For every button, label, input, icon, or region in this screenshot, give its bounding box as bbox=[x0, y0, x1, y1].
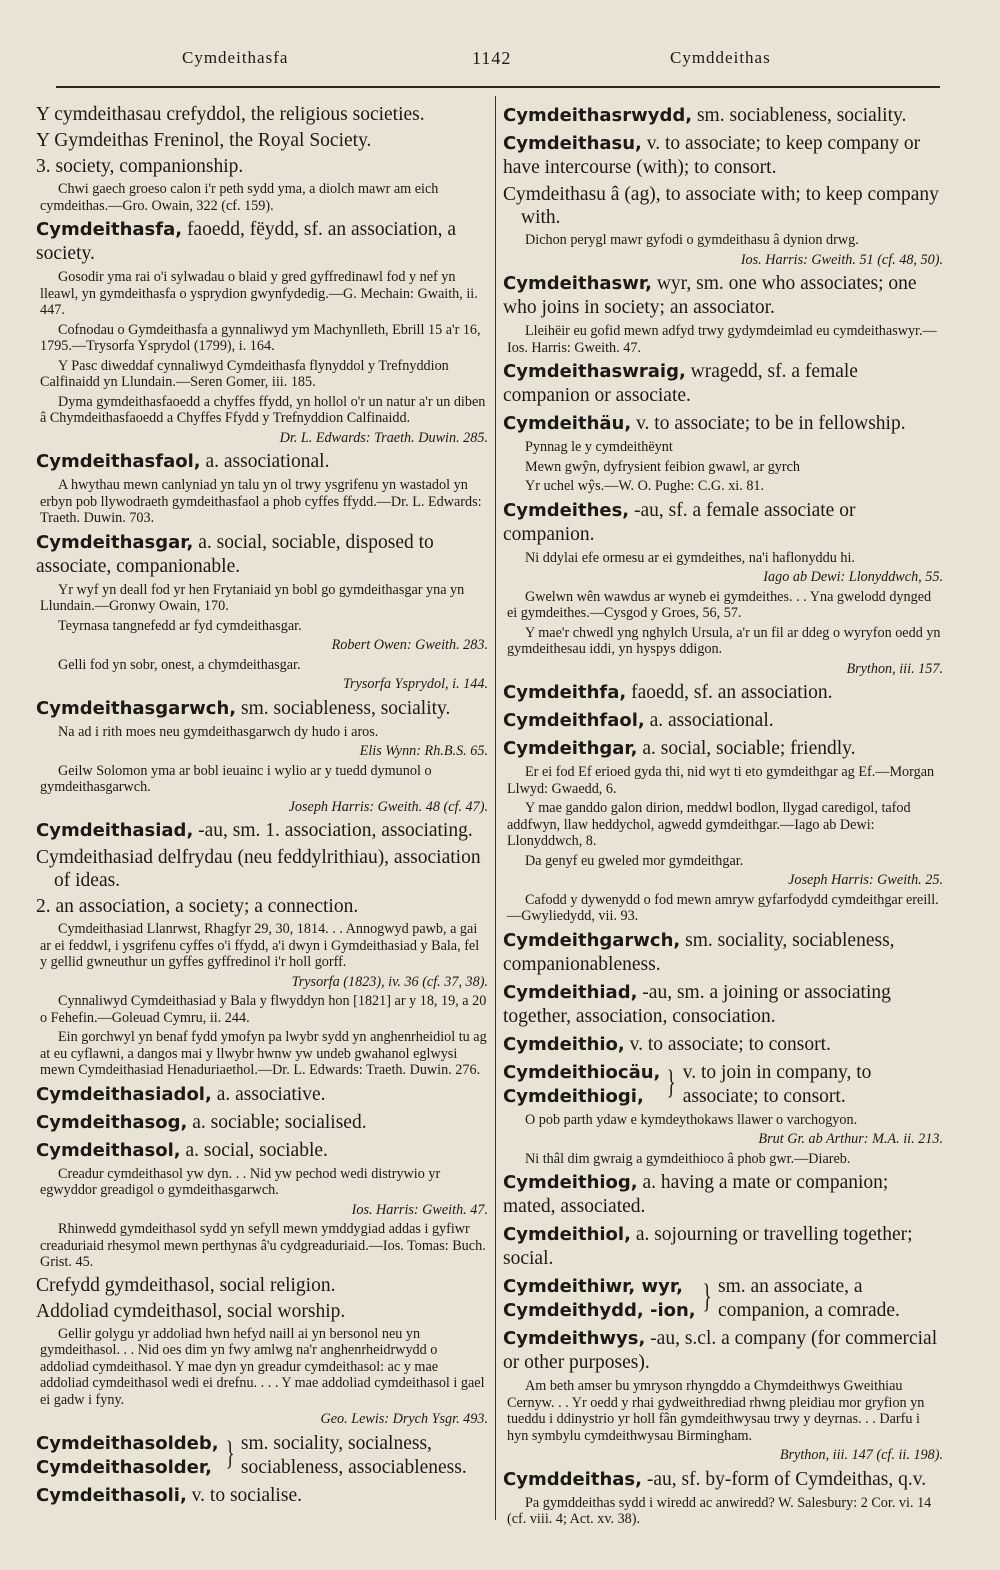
sense-definition: Y Gymdeithas Freninol, the Royal Society. bbox=[36, 130, 372, 151]
entry-headline bbox=[503, 132, 943, 180]
citation-example: Ein gorchwyl yn benaf fydd ymofyn pa lwybr sydd yn anghenrheidiol tu ag at eu cyflawni, a dangos mai y llwybr hwnw yw undeb gwahanol eglwysi mewn Cymdeithasiad Henaduriaethol.—Dr. L. Edwards: Traeth. Duwin. 276. bbox=[40, 1029, 487, 1078]
citation-example: Lleihëir eu gofid mewn adfyd trwy gydymdeimlad eu cymdeithaswyr.—Ios. Harris: Gweith. 47. bbox=[507, 323, 937, 356]
headword: Cymdeithiogi, bbox=[503, 1085, 644, 1107]
headword: Cymdeithio, bbox=[503, 1033, 625, 1055]
headword-definition: v. to associate; to consort. bbox=[624, 1033, 831, 1055]
headword-pair-names bbox=[503, 1275, 696, 1323]
headword-definition: -au, sm. a joining or associating together, association, consociation. bbox=[503, 981, 891, 1027]
headword: Cymdeithasiadol, bbox=[36, 1083, 212, 1105]
entry-headline bbox=[36, 697, 488, 721]
entry-headline bbox=[36, 1139, 488, 1163]
sense-definition: Cymdeithasu â (ag), to associate with; to keep company with. bbox=[503, 184, 939, 228]
headword: Cymdeithaswr, bbox=[503, 273, 652, 294]
entry-headline bbox=[503, 981, 943, 1029]
citation-example: Cofnodau o Gymdeithasfa a gynnaliwyd ym Machynlleth, Ebrill 15 a'r 16, 1795.—Trysorfa Ysprydol (1799), i. 164. bbox=[40, 321, 481, 354]
entry-headline bbox=[503, 360, 943, 408]
headword: Cymdeithasolder, bbox=[36, 1456, 212, 1478]
citation-example: Da genyf eu gweled mor gymdeithgar. bbox=[525, 852, 744, 869]
left-column bbox=[36, 100, 488, 1509]
headword: Cymdeithiog, bbox=[503, 1172, 638, 1193]
headword-definition: a. associational. bbox=[644, 710, 774, 731]
citation-example: O pob parth ydaw e kymdeythokaws llawer o varchogyon. bbox=[525, 1111, 858, 1128]
headword: Cymdeithgar, bbox=[503, 738, 638, 759]
citation-source: Geo. Lewis: Drych Ysgr. 493. bbox=[320, 1411, 488, 1427]
headword-definition: sm. sociality, socialness, sociableness, associableness. bbox=[240, 1432, 467, 1478]
headword: Cymdeithiwr, wyr, bbox=[503, 1276, 683, 1297]
column-divider bbox=[495, 96, 496, 1520]
paired-headwords bbox=[503, 1275, 943, 1323]
headword: Cymdeithasfa, bbox=[36, 219, 183, 240]
citation-source: Trysorfa (1823), iv. 36 (cf. 37, 38). bbox=[291, 973, 488, 990]
citation-source: Ios. Harris: Gweith. 51 (cf. 48, 50). bbox=[740, 251, 943, 268]
citation-source: Elis Wynn: Rh.B.S. 65. bbox=[359, 743, 488, 759]
citation-example: Ni thâl dim gwraig a gymdeithioco â phob gwr.—Diareb. bbox=[525, 1150, 851, 1167]
citation-example: Ni ddylai efe ormesu ar ei gymdeithes, na'i haflonyddu hi. bbox=[525, 549, 855, 566]
citation-example: Geilw Solomon yma ar bobl ieuainc i wylio ar y tuedd dymunol o gymdeithasgarwch. bbox=[40, 762, 432, 795]
citation-example: Y mae ganddo galon dirion, meddwl bodlon, llygad caredigol, tafod addfwyn, llaw heddychol, agwedd gymdeithgar.—Iago ab Dewi: Llonyddwch, 8. bbox=[507, 800, 911, 849]
citation-example: Er ei fod Ef erioed gyda thi, nid wyt ti eto gymdeithgar ag Ef.—Morgan Llwyd: Gwaedd, 6. bbox=[507, 764, 935, 797]
citation-example: Chwi gaech groeso calon i'r peth sydd yma, a diolch mawr am eich cymdeithas.—Gro. Owain, 322 (cf. 159). bbox=[40, 181, 439, 214]
entry-headline bbox=[503, 681, 943, 705]
citation-example: Cymdeithasiad Llanrwst, Rhagfyr 29, 30, 1814. . . Annogwyd pawb, a gai ar ei feddwl, i ysgrifenu cyffes o'i ffydd, a'i dwyn i Gymdeithasiad y Bala, fel y gellid gwneuthur un gyffes gyffredinol i'r holl gorff. bbox=[40, 921, 480, 970]
citation-example: Dichon perygl mawr gyfodi o gymdeithasu â dynion drwg. bbox=[525, 232, 859, 248]
headword: Cymdeithiocäu, bbox=[503, 1061, 661, 1083]
citation-example: Pynnag le y cymdeithëynt bbox=[525, 439, 673, 455]
right-column bbox=[503, 100, 943, 1530]
entry-headline bbox=[36, 819, 488, 843]
citation-example: Cynnaliwyd Cymdeithasiad y Bala y flwyddyn hon [1821] ar y 18, 19, a 20 o Fehefin.—Goleuad Cymru, ii. 244. bbox=[40, 993, 487, 1026]
entry-headline bbox=[36, 1484, 488, 1508]
citation-source: Brut Gr. ab Arthur: M.A. ii. 213. bbox=[758, 1131, 943, 1147]
entry-headline bbox=[503, 499, 943, 547]
headword-definition: -au, sf. by-form of Cymdeithas, q.v. bbox=[641, 1468, 927, 1490]
headword: Cymdeithasog, bbox=[36, 1111, 188, 1133]
paired-headwords bbox=[503, 1061, 943, 1109]
headword-definition: a. sociable; socialised. bbox=[187, 1111, 367, 1133]
citation-example: Am beth amser bu ymryson rhyngddo a Chymdeithwys Gweithiau Cernyw. . . Yr oedd y rhai gydweithrediad rhwng pleidiau mor gryfion yn tueddu i ddinystrio yr holl fân gymdeithwysau trwy y deyrnas. . . Darfu i hyn symbylu cymdeithwysau Birmingham. bbox=[507, 1378, 925, 1444]
citation-example: Gelli fod yn sobr, onest, a chymdeithasgar. bbox=[58, 656, 301, 673]
entry-headline bbox=[36, 1083, 488, 1107]
citation-example: Dyma gymdeithasfaoedd a chyffes ffydd, yn hollol o'r un natur a'r un diben â Chymdeithasfaoedd a Chyffes Ffydd y Trefnyddion Calfinaidd. bbox=[40, 393, 486, 426]
entry-headline bbox=[503, 104, 943, 128]
headword-definition: v. to socialise. bbox=[186, 1484, 302, 1506]
headword-definition: wyr, sm. one who associates; one who joins in society; an associator. bbox=[503, 273, 917, 318]
citation-example: Yr wyf yn deall fod yr hen Frytaniaid yn bobl go gymdeithasgar yna yn Llundain.—Gronwy Owain, 170. bbox=[40, 581, 465, 614]
entry-headline bbox=[36, 218, 488, 266]
brace-glyph: } bbox=[702, 1278, 712, 1315]
entry-headline bbox=[36, 531, 488, 579]
sense-definition: Crefydd gymdeithasol, social religion. bbox=[36, 1274, 336, 1296]
headword-definition: -au, s.cl. a company (for commercial or other purposes). bbox=[503, 1328, 938, 1373]
entry-headline bbox=[503, 737, 943, 761]
headword-definition: sm. an associate, a companion, a comrade. bbox=[717, 1276, 900, 1321]
citation-example: Creadur cymdeithasol yw dyn. . . Nid yw pechod wedi distrywio yr egwyddor greadigol o gymdeithasgarwch. bbox=[40, 1165, 441, 1198]
headword: Cymdeithäu, bbox=[503, 413, 632, 434]
entry-headline bbox=[503, 1468, 943, 1492]
brace-glyph: } bbox=[667, 1063, 677, 1101]
headword: Cymdeithasol, bbox=[36, 1139, 181, 1161]
entry-headline bbox=[503, 272, 943, 320]
headword-definition: a. sojourning or travelling together; social. bbox=[503, 1224, 913, 1269]
citation-source: Joseph Harris: Gweith. 48 (cf. 47). bbox=[288, 798, 488, 815]
headword-definition: a. social, sociable, disposed to associate, companionable. bbox=[36, 531, 434, 577]
headword-definition: a. having a mate or companion; mated, associated. bbox=[503, 1172, 889, 1217]
headword-definition: v. to associate; to be in fellowship. bbox=[631, 413, 906, 434]
headword: Cymdeithiol, bbox=[503, 1224, 631, 1245]
sense-definition: 2. an association, a society; a connection. bbox=[36, 896, 359, 917]
entry-headline bbox=[503, 709, 943, 733]
citation-source: Brython, iii. 147 (cf. ii. 198). bbox=[779, 1447, 943, 1463]
headword-pair-names bbox=[36, 1432, 219, 1480]
citation-example: Y mae'r chwedl yng nghylch Ursula, a'r un fil ar ddeg o wyryfon oedd yn gymdeithesau iddi, yn hyspys ddigon. bbox=[507, 624, 941, 657]
entry-headline bbox=[503, 412, 943, 436]
headword: Cymdeithasrwydd, bbox=[503, 105, 693, 126]
citation-example: A hwythau mewn canlyniad yn talu yn ol trwy ysgrifenu yn wastadol yn erbyn pob llywodraeth gymdeithasfaol a phob cyffes ffydd.—Dr. L. Edwards: Traeth. Duwin. 703. bbox=[40, 477, 482, 526]
citation-example: Pa gymddeithas sydd i wiredd ac anwiredd? W. Salesbury: 2 Cor. vi. 14 (cf. viii. 4; Act. xv. 38). bbox=[507, 1494, 932, 1527]
headword: Cymdeithaswraig, bbox=[503, 361, 686, 382]
citation-source: Joseph Harris: Gweith. 25. bbox=[788, 872, 943, 888]
sense-definition: Addoliad cymdeithasol, social worship. bbox=[36, 1300, 346, 1322]
sense-definition: Y cymdeithasau crefyddol, the religious societies. bbox=[36, 104, 425, 125]
headword-definition: wragedd, sf. a female companion or associate. bbox=[503, 361, 858, 406]
entry-headline bbox=[503, 929, 943, 977]
sense-definition: Cymdeithasiad delfrydau (neu feddylrithiau), association of ideas. bbox=[36, 847, 481, 891]
citation-example: Gwelwn wên wawdus ar wyneb ei gymdeithes. . . Yna gwelodd dynged ei gymdeithes.—Cysgod y Groes, 56, 57. bbox=[507, 588, 932, 621]
headword-definition: a. social, sociable. bbox=[180, 1139, 328, 1161]
header-left-word: Cymdeithasfa bbox=[182, 48, 289, 67]
citation-example: Gellir golygu yr addoliad hwn hefyd naill ai yn bersonol neu yn gymdeithasol. . . Nid oes dim yn fwy amlwg na'r anghenrheidrwydd o addoliad cymdeithasol. Y mae dyn yn greadur cymdeithasol: ac y mae addoliad cymdeithasol wedi ei drefnu. . . . Y mae addoliad cymdeithasol i gael ei gadw i fyny. bbox=[40, 1325, 485, 1408]
entry-headline bbox=[36, 450, 488, 474]
citation-example: Na ad i rith moes neu gymdeithasgarwch dy hudo i aros. bbox=[58, 723, 379, 740]
headword: Cymdeithydd, -ion, bbox=[503, 1300, 696, 1321]
headword-definition: faoedd, fëydd, sf. an association, a society. bbox=[36, 219, 457, 264]
citation-example: Mewn gwŷn, dyfrysient feibion gwawl, ar gyrch bbox=[525, 458, 801, 475]
headword: Cymdeithfa, bbox=[503, 682, 627, 703]
headword: Cymdeithasfaol, bbox=[36, 451, 201, 472]
entry-headline bbox=[503, 1327, 943, 1375]
headword: Cymdeithgarwch, bbox=[503, 929, 681, 951]
headword-definition: v. to join in company, to associate; to consort. bbox=[682, 1061, 872, 1107]
page-number: 1142 bbox=[472, 48, 512, 68]
headword: Cymdeithasgarwch, bbox=[36, 697, 237, 719]
entry-headline bbox=[503, 1171, 943, 1219]
citation-source: Trysorfa Ysprydol, i. 144. bbox=[342, 676, 488, 692]
headword-definition: -au, sf. a female associate or companion. bbox=[503, 499, 856, 545]
headword: Cymdeithasgar, bbox=[36, 531, 194, 553]
citation-source: Ios. Harris: Gweith. 47. bbox=[351, 1201, 488, 1218]
headword: Cymdeithfaol, bbox=[503, 710, 645, 731]
citation-example: Gosodir yma rai o'i sylwadau o blaid y gred gyffredinawl fod y nef yn lleawl, yn gymdeithasfa o ysprydion gwynfydedig.—G. Mechain: Gwaith, ii. 447. bbox=[40, 269, 478, 318]
header-rule bbox=[56, 86, 940, 88]
headword: Cymdeithasoldeb, bbox=[36, 1432, 219, 1454]
citation-source: Robert Owen: Gweith. 283. bbox=[331, 637, 488, 653]
headword-definition: -au, sm. 1. association, associating. bbox=[193, 820, 473, 841]
headword-definition: sm. sociableness, sociality. bbox=[236, 697, 451, 719]
citation-example: Teyrnasa tangnefedd ar fyd cymdeithasgar. bbox=[58, 617, 302, 634]
header-right-word: Cymddeithas bbox=[670, 48, 771, 67]
headword: Cymdeithasiad, bbox=[36, 820, 194, 841]
sense-definition: 3. society, companionship. bbox=[36, 156, 244, 177]
headword-definition: sm. sociableness, sociality. bbox=[692, 105, 907, 126]
headword: Cymdeithasu, bbox=[503, 133, 642, 154]
headword-definition: sm. sociality, sociableness, companionableness. bbox=[503, 929, 895, 975]
headword-definition: faoedd, sf. an association. bbox=[626, 682, 833, 703]
citation-source: Dr. L. Edwards: Traeth. Duwin. 285. bbox=[279, 429, 488, 446]
entry-headline bbox=[503, 1223, 943, 1271]
headword: Cymdeithwys, bbox=[503, 1328, 646, 1349]
citation-example: Yr uchel wŷs.—W. O. Pughe: C.G. xi. 81. bbox=[525, 478, 765, 494]
entry-headline bbox=[36, 1111, 488, 1135]
citation-example: Cafodd y dywenydd o fod mewn amryw gyfarfodydd cymdeithgar ereill.—Gwyliedydd, vii. 93. bbox=[507, 891, 939, 924]
citation-example: Y Pasc diweddaf cynnaliwyd Cymdeithasfa flynyddol y Trefnyddion Calfinaidd yn Llundain.—Seren Gomer, iii. 185. bbox=[40, 357, 449, 390]
headword-definition: a. associative. bbox=[211, 1083, 326, 1105]
running-header bbox=[50, 48, 950, 76]
citation-source: Iago ab Dewi: Llonyddwch, 55. bbox=[763, 569, 943, 585]
citation-example: Rhinwedd gymdeithasol sydd yn sefyll mewn ymddygiad addas i gyfiwr creaduriaid rhesymol mewn perthynas â'u cydgreaduriaid.—Ios. Tomas: Buch. Grist. 45. bbox=[40, 1221, 486, 1270]
headword-definition: v. to associate; to keep company or have intercourse (with); to consort. bbox=[503, 133, 921, 178]
paired-headwords bbox=[36, 1432, 488, 1480]
citation-source: Brython, iii. 157. bbox=[846, 660, 943, 677]
headword: Cymdeithiad, bbox=[503, 981, 638, 1003]
headword: Cymdeithasoli, bbox=[36, 1484, 187, 1506]
headword: Cymdeithes, bbox=[503, 499, 630, 521]
entry-headline bbox=[503, 1033, 943, 1057]
brace-glyph: } bbox=[225, 1434, 235, 1472]
headword-pair-names bbox=[503, 1061, 660, 1109]
headword-definition: a. social, sociable; friendly. bbox=[637, 738, 856, 759]
headword-definition: a. associational. bbox=[200, 451, 330, 472]
headword: Cymddeithas, bbox=[503, 1468, 642, 1490]
